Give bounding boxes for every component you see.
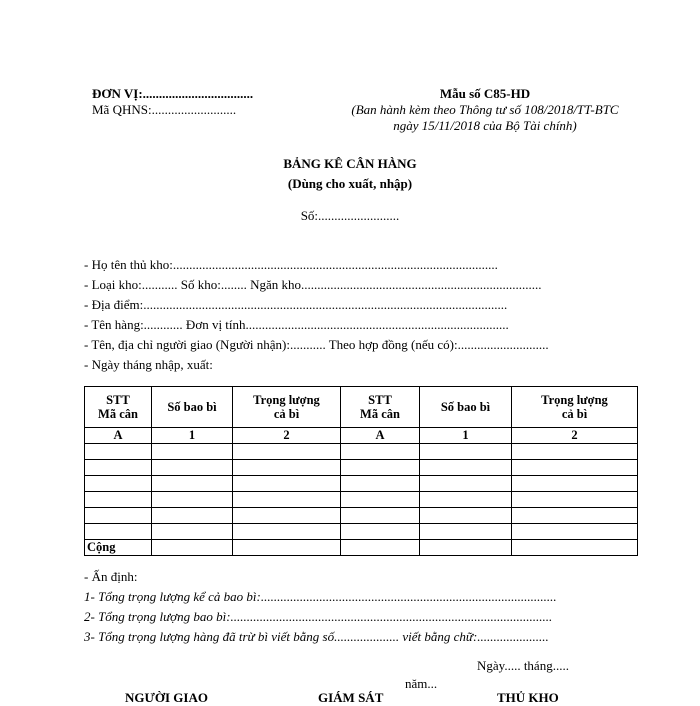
col-stt-2: STT Mã cân	[341, 387, 420, 428]
footer-year: năm...	[405, 676, 438, 691]
document-subtitle: (Dùng cho xuất, nhập)	[287, 176, 413, 191]
weighing-table	[84, 386, 638, 556]
header-right	[335, 86, 635, 134]
col-stt-1: STT Mã cân	[85, 387, 152, 428]
table-row	[85, 492, 638, 508]
determination-item-3: 3- Tổng trọng lượng hàng đã trừ bì viết bằng số.................... viết bằng chữ:......................	[84, 629, 549, 644]
index-cell: A	[341, 428, 420, 444]
field-date: - Ngày tháng nhập, xuất:	[84, 357, 213, 372]
footer-date: Ngày..... tháng.....	[477, 658, 569, 673]
table-row	[85, 476, 638, 492]
index-cell: 2	[512, 428, 638, 444]
document-number: Số:.........................	[300, 208, 400, 223]
document-title: BẢNG KÊ CÂN HÀNG	[283, 156, 417, 171]
determination-section	[84, 567, 557, 647]
field-goods: - Tên hàng:............ Đơn vị tính.................................................................................	[84, 317, 509, 332]
field-warehouse: - Loại kho:........... Số kho:........ Ngăn kho..........................................................................	[84, 277, 542, 292]
qhns-label: Mã QHNS:..........................	[92, 102, 237, 117]
col-packages-2: Số bao bì	[420, 387, 512, 428]
table-row	[85, 444, 638, 460]
signer-deliverer: NGƯỜI GIAO	[125, 690, 208, 705]
table-row	[85, 524, 638, 540]
title-block	[0, 154, 700, 194]
table-row	[85, 508, 638, 524]
table-header-row	[85, 387, 638, 428]
determination-item-1: 1- Tổng trọng lượng kể cả bao bì:...........................................................................................	[84, 589, 557, 604]
info-fields	[84, 255, 549, 375]
index-cell: 1	[152, 428, 233, 444]
form-number: Mẫu số C85-HD	[439, 86, 531, 101]
table-row	[85, 460, 638, 476]
unit-label: ĐƠN VỊ:..................................	[92, 86, 254, 101]
index-cell: 1	[420, 428, 512, 444]
field-deliverer: - Tên, địa chỉ người giao (Người nhận):........... Theo hợp đồng (nếu có):............................	[84, 337, 549, 352]
issued-line-1: (Ban hành kèm theo Thông tư số 108/2018/TT-BTC	[351, 102, 619, 117]
index-cell: A	[85, 428, 152, 444]
field-location: - Địa điểm:................................................................................................................	[84, 297, 508, 312]
determination-label: - Ấn định:	[84, 569, 138, 584]
field-storekeeper: - Họ tên thủ kho:....................................................................................................	[84, 257, 498, 272]
header-left	[92, 86, 253, 118]
signer-supervisor: GIÁM SÁT	[318, 690, 384, 705]
total-label: Cộng	[85, 540, 152, 556]
table-total-row	[85, 540, 638, 556]
issued-line-2: ngày 15/11/2018 của Bộ Tài chính)	[393, 118, 577, 133]
col-gross-weight-1: Trọng lượng cả bì	[233, 387, 341, 428]
table-index-row	[85, 428, 638, 444]
determination-item-2: 2- Tổng trọng lượng bao bì:...................................................................................................	[84, 609, 553, 624]
index-cell: 2	[233, 428, 341, 444]
col-packages-1: Số bao bì	[152, 387, 233, 428]
signer-storekeeper: THỦ KHO	[497, 690, 559, 705]
col-gross-weight-2: Trọng lượng cả bì	[512, 387, 638, 428]
